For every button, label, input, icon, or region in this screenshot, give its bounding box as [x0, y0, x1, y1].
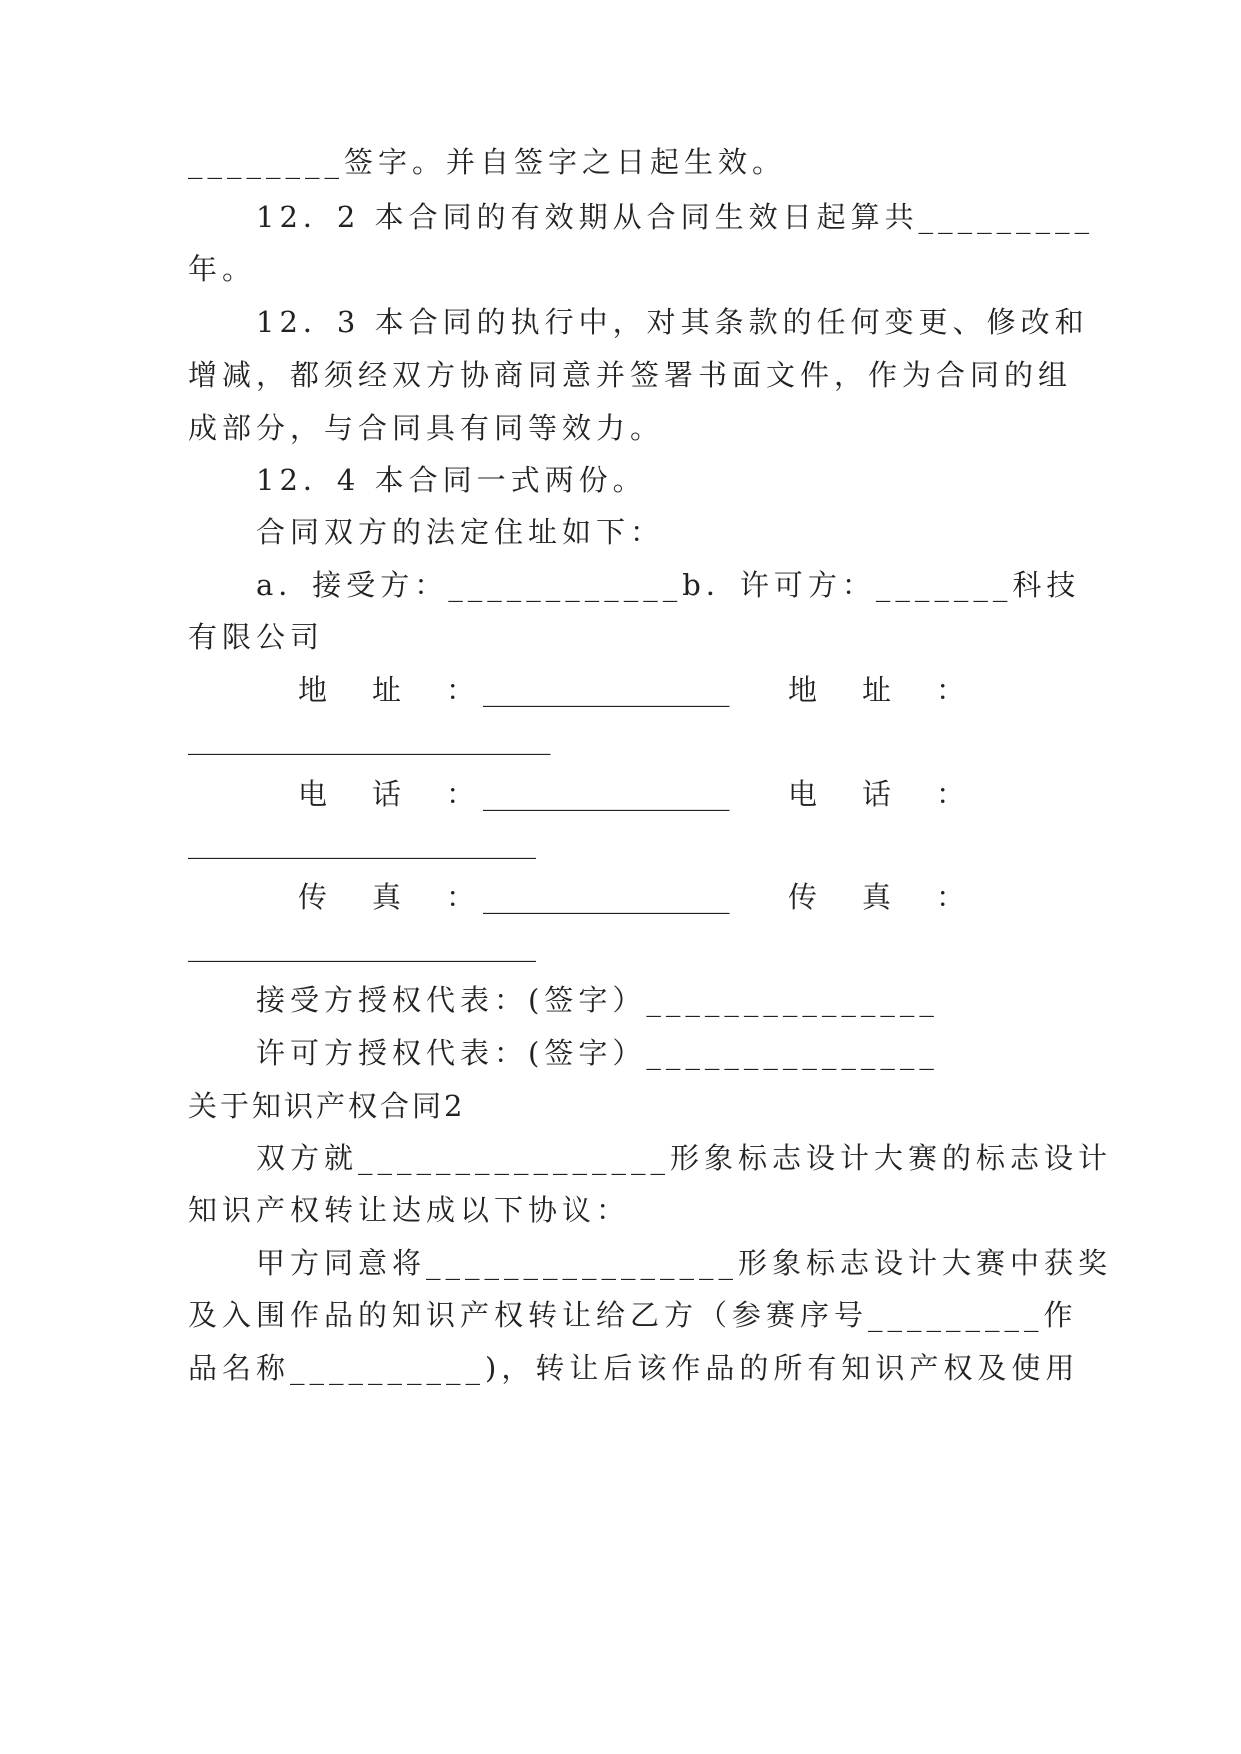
phone-row [188, 774, 1056, 814]
paragraph-line-1: ________签字。并自签字之日起生效。 [188, 145, 787, 179]
phone-blank: _________________ [483, 777, 730, 811]
fax-row [188, 877, 1056, 917]
receiver-party: a．接受方：____________ [256, 568, 683, 602]
clause-12-3-cont-1: 增减，都须经双方协商同意并签署书面文件，作为合同的组 [188, 358, 1073, 392]
phone-label: 电 话 ： [298, 777, 484, 811]
address-intro: 合同双方的法定住址如下： [256, 515, 665, 549]
agreement-para-2: 甲方同意将________________形象标志设计大赛中获奖 [256, 1246, 1113, 1280]
agreement-para-2-cont-2: 品名称__________)，转让后该作品的所有知识产权及使用 [188, 1351, 1080, 1385]
agreement-para-2-cont-1: 及入围作品的知识产权转让给乙方（参赛序号_________作 [188, 1298, 1078, 1332]
address-blank-cont: _________________________ [188, 721, 551, 755]
clause-12-4-line: 12．4 本合同一式两份。 [256, 463, 647, 497]
parties-line [256, 565, 1081, 605]
receiver-rep-signature: 接受方授权代表：(签字）_______________ [256, 983, 939, 1017]
fax-label-2: 传 真 ： [788, 880, 974, 914]
agreement-para-1: 双方就________________形象标志设计大赛的标志设计 [256, 1141, 1113, 1175]
clause-12-3-line: 12．3 本合同的执行中，对其条款的任何变更、修改和 [256, 305, 1089, 339]
licensor-party: 许可方：_______科技 [739, 568, 1081, 602]
address-label: 地 址 ： [298, 673, 484, 707]
phone-blank-cont: ________________________ [188, 825, 536, 859]
address-row [188, 670, 1056, 710]
clause-12-2-cont: 年。 [188, 252, 257, 286]
fax-blank-cont: ________________________ [188, 928, 536, 962]
address-label-2: 地 址 ： [788, 673, 974, 707]
clause-12-3-cont-2: 成部分，与合同具有同等效力。 [188, 411, 665, 445]
licensor-company-cont: 有限公司 [188, 620, 325, 654]
address-blank: _________________ [483, 673, 730, 707]
licensor-marker: b． [682, 568, 740, 602]
section-heading: 关于知识产权合同2 [188, 1089, 466, 1123]
fax-blank: _________________ [483, 880, 730, 914]
fax-label: 传 真 ： [298, 880, 484, 914]
agreement-para-1-cont: 知识产权转让达成以下协议： [188, 1193, 631, 1227]
licensor-rep-signature: 许可方授权代表：(签字）_______________ [256, 1036, 939, 1070]
clause-12-2-line: 12．2 本合同的有效期从合同生效日起算共_________ [256, 200, 1095, 234]
phone-label-2: 电 话 ： [788, 777, 974, 811]
